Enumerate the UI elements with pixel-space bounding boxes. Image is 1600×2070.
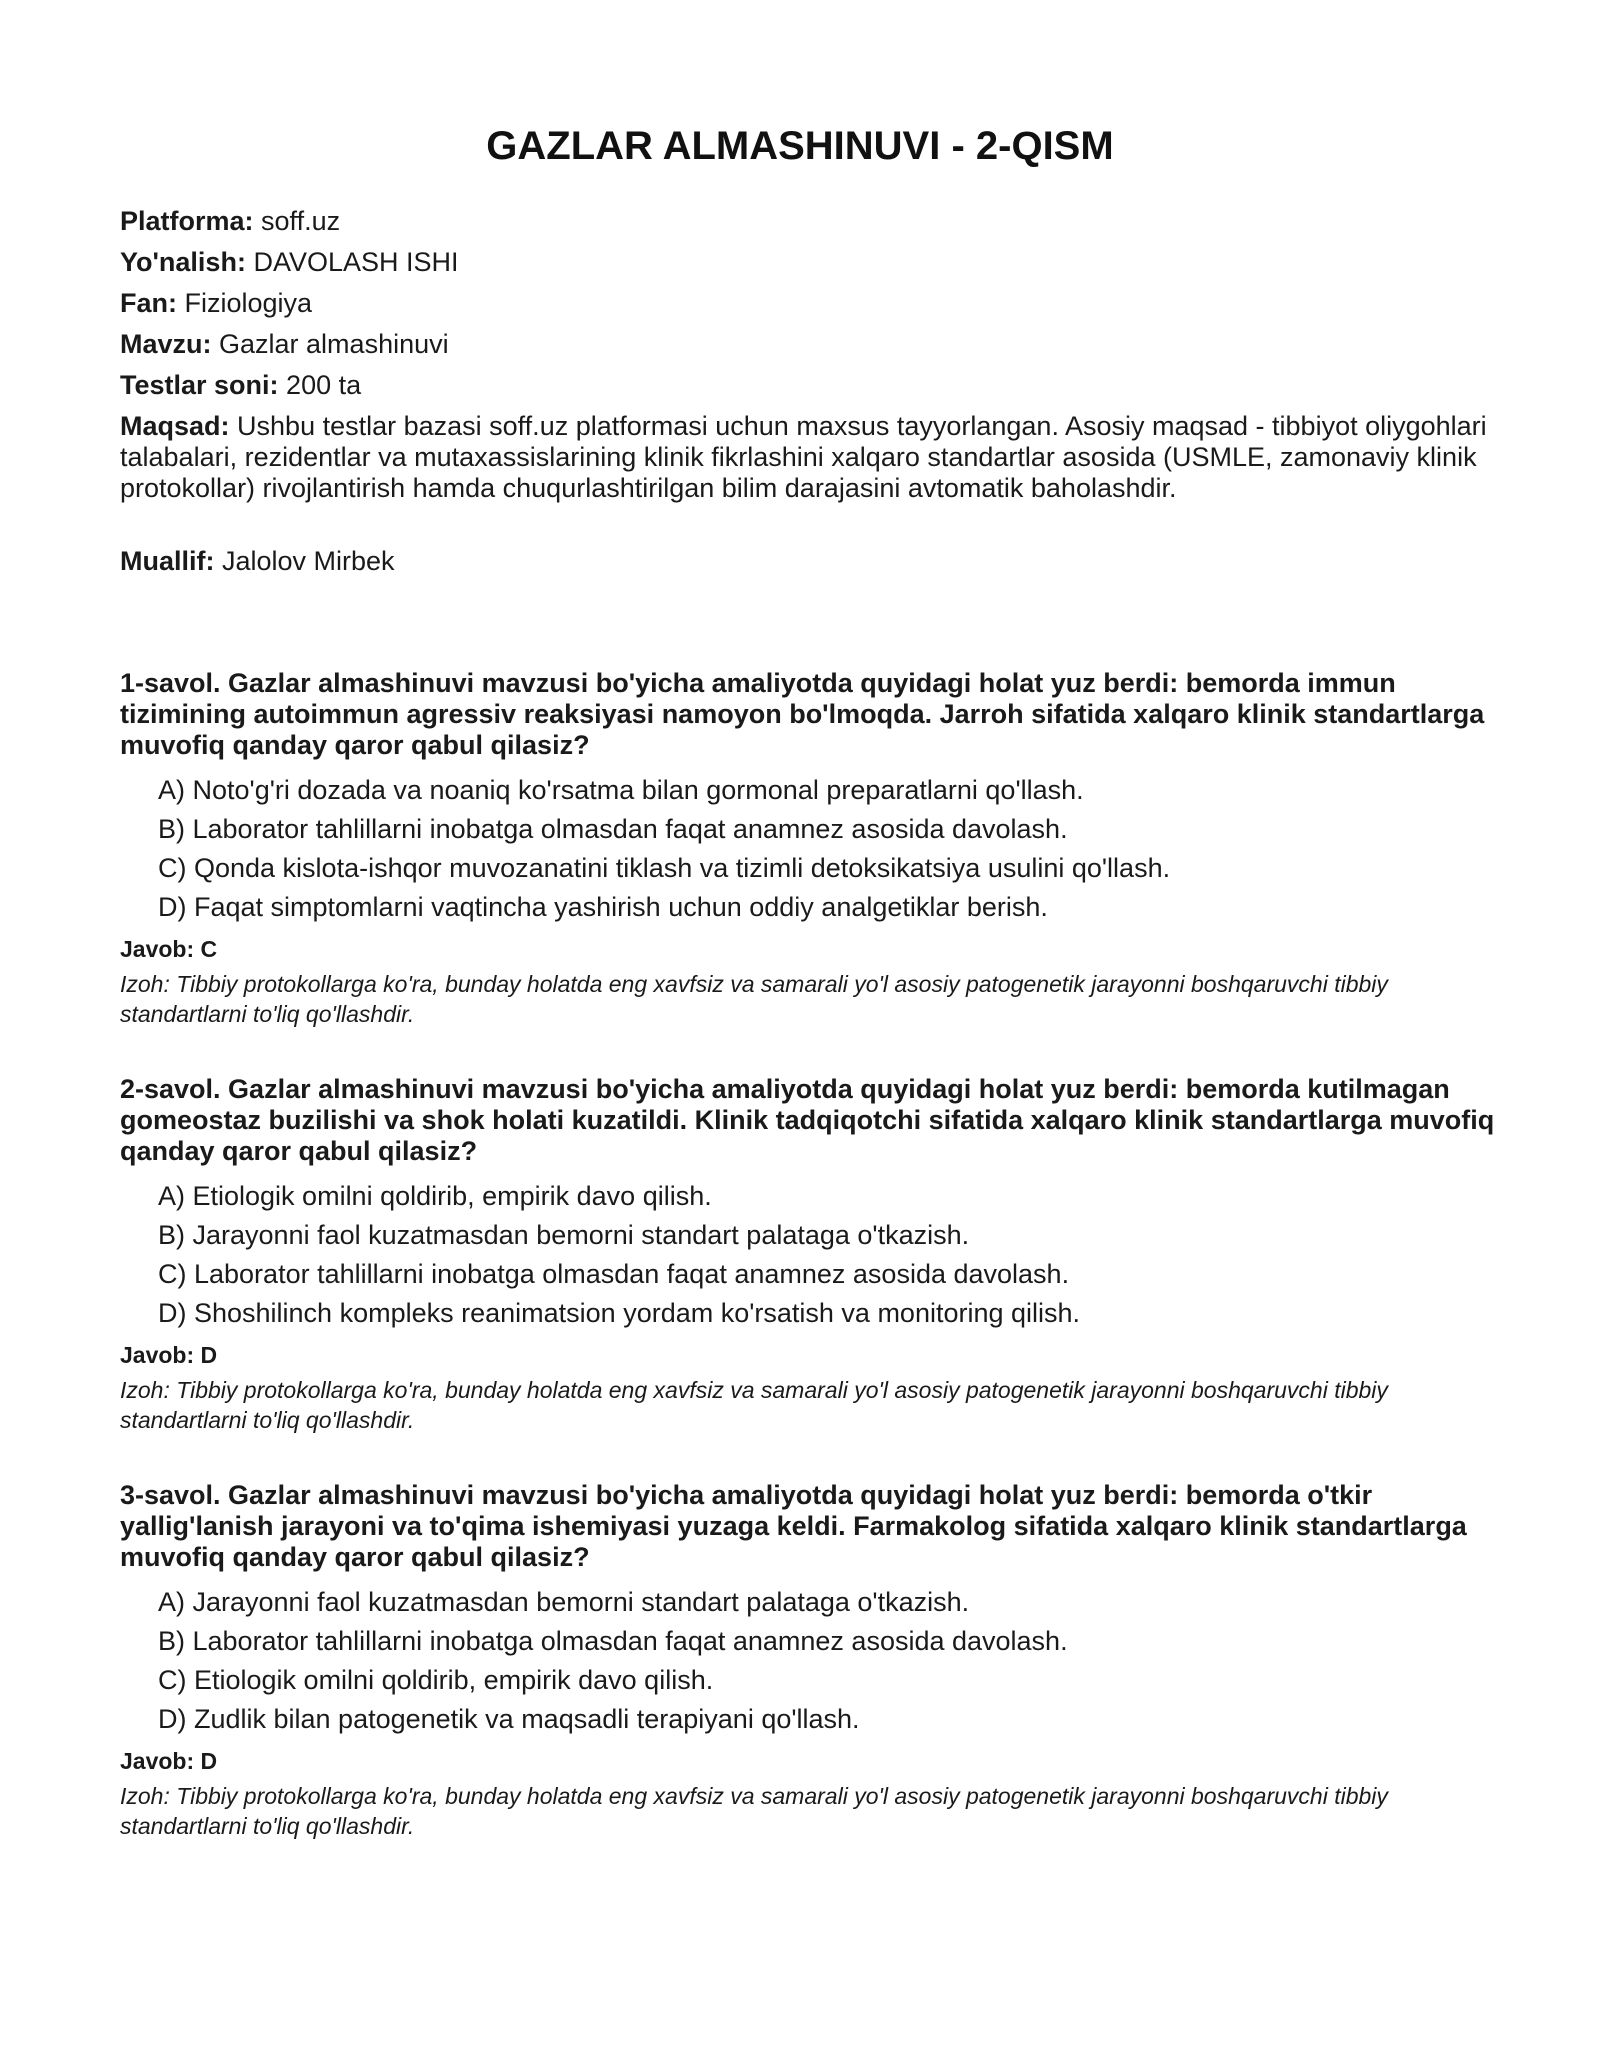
meta-yonalish [120,247,1490,278]
meta-value: DAVOLASH ISHI [245,247,459,277]
option-c: C) Laborator tahlillarni inobatga olmasdan faqat anamnez asosida davolash. [158,1259,1070,1289]
question-text: 1-savol. Gazlar almashinuvi mavzusi bo'yicha amaliyotda quyidagi holat yuz berdi: bemorda immun tizimining autoimmun agressiv reaksiyasi namoyon bo'lmoqda. Jarroh sifatida xalqaro klinik standartlarga muvofiq qanday qaror qabul qilasiz? [120,668,1485,760]
meta-platforma [120,206,1490,237]
option-d: D) Shoshilinch kompleks reanimatsion yordam ko'rsatish va monitoring qilish. [158,1298,1081,1328]
page-title: GAZLAR ALMASHINUVI - 2-QISM [486,124,1114,168]
meta-testlar-soni [120,370,1490,401]
question-3 [120,1480,1500,1841]
meta-value: Jalolov Mirbek [214,546,395,576]
meta-key: Fan: [120,288,177,318]
option-d: D) Faqat simptomlarni vaqtincha yashirish uchun oddiy analgetiklar berish. [158,892,1048,922]
explanation: Izoh: Tibbiy protokollarga ko'ra, bunday holatda eng xavfsiz va samarali yo'l asosiy patogenetik jarayonni boshqaruvchi tibbiy standartlarni to'liq qo'llashdir. [120,971,1388,1027]
meta-key: Platforma: [120,206,254,236]
option-c: C) Etiologik omilni qoldirib, empirik davo qilish. [158,1665,714,1695]
meta-value: Fiziologiya [177,288,313,318]
meta-key: Testlar soni: [120,370,279,400]
meta-key: Maqsad: [120,411,230,441]
options-list [158,1181,1500,1337]
meta-value: Ushbu testlar bazasi soff.uz platformasi uchun maxsus tayyorlangan. Asosiy maqsad - tibbiyot oliygohlari talabalari, rezidentlar va mutaxassislarining klinik fikrlashini xalqaro standartlar asosida (USMLE, zamonaviy klinik protokollar) rivojlantirish hamda chuqurlashtirilgan bilim darajasini avtomatik baholashdir. [120,411,1487,503]
question-text: 3-savol. Gazlar almashinuvi mavzusi bo'yicha amaliyotda quyidagi holat yuz berdi: bemorda o'tkir yallig'lanish jarayoni va to'qima ishemiyasi yuzaga keldi. Farmakolog sifatida xalqaro klinik standartlarga muvofiq qanday qaror qabul qilasiz? [120,1480,1467,1572]
option-b: B) Jarayonni faol kuzatmasdan bemorni standart palataga o'tkazish. [158,1220,970,1250]
explanation: Izoh: Tibbiy protokollarga ko'ra, bunday holatda eng xavfsiz va samarali yo'l asosiy patogenetik jarayonni boshqaruvchi tibbiy standartlarni to'liq qo'llashdir. [120,1783,1388,1839]
meta-muallif [120,546,1490,577]
options-list [158,1587,1500,1743]
question-text: 2-savol. Gazlar almashinuvi mavzusi bo'yicha amaliyotda quyidagi holat yuz berdi: bemorda kutilmagan gomeostaz buzilishi va shok holati kuzatildi. Klinik tadqiqotchi sifatida xalqaro klinik standartlarga muvofiq qanday qaror qabul qilasiz? [120,1074,1495,1166]
option-a: A) Noto'g'ri dozada va noaniq ko'rsatma bilan gormonal preparatlarni qo'llash. [158,775,1084,805]
explanation: Izoh: Tibbiy protokollarga ko'ra, bunday holatda eng xavfsiz va samarali yo'l asosiy patogenetik jarayonni boshqaruvchi tibbiy standartlarni to'liq qo'llashdir. [120,1377,1388,1433]
option-a: A) Etiologik omilni qoldirib, empirik davo qilish. [158,1181,712,1211]
meta-value: soff.uz [253,206,341,236]
meta-mavzu [120,329,1490,360]
question-1 [120,668,1500,1029]
meta-key: Yo'nalish: [120,247,246,277]
meta-value: 200 ta [278,370,362,400]
options-list [158,775,1500,931]
option-b: B) Laborator tahlillarni inobatga olmasdan faqat anamnez asosida davolash. [158,814,1068,844]
option-c: C) Qonda kislota-ishqor muvozanatini tiklash va tizimli detoksikatsiya usulini qo'llash. [158,853,1171,883]
meta-value: Gazlar almashinuvi [211,329,449,359]
option-b: B) Laborator tahlillarni inobatga olmasdan faqat anamnez asosida davolash. [158,1626,1068,1656]
meta-maqsad [120,411,1490,504]
meta-fan [120,288,1490,319]
option-d: D) Zudlik bilan patogenetik va maqsadli terapiyani qo'llash. [158,1704,860,1734]
answer: Javob: C [120,936,218,962]
meta-key: Muallif: [120,546,215,576]
answer: Javob: D [120,1748,218,1774]
answer: Javob: D [120,1342,218,1368]
meta-key: Mavzu: [120,329,212,359]
option-a: A) Jarayonni faol kuzatmasdan bemorni standart palataga o'tkazish. [158,1587,970,1617]
question-2 [120,1074,1500,1435]
